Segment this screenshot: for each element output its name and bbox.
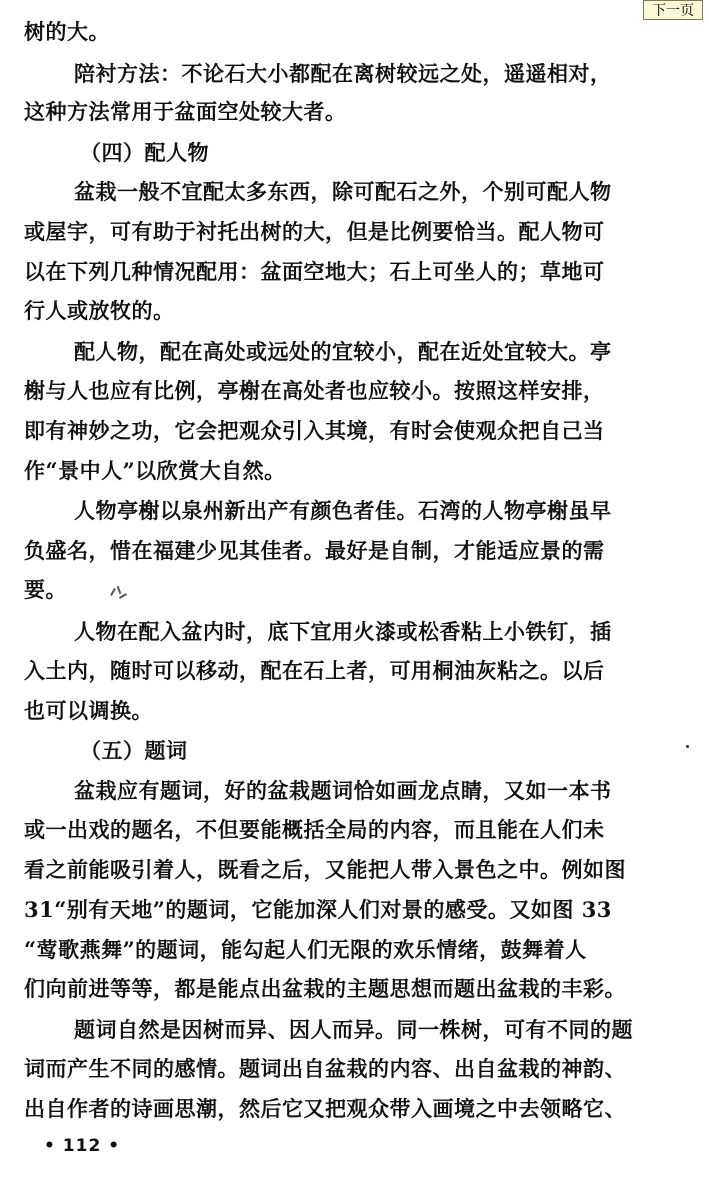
text-line: 或一出戏的题名，不但要能概括全局的内容，而且能在人们未 [24,817,605,842]
section-heading-5: （五）题词 [80,738,188,763]
text-line: 也可以调换。 [24,698,153,723]
text-line: 人物在配入盆内时，底下宜用火漆或松香粘上小铁钉，插 [74,619,612,644]
text-line: 题词自然是因树而异、因人而异。同一株树，可有不同的题 [74,1017,633,1042]
text-line: 盆栽应有题词，好的盆栽题词恰如画龙点睛，又如一本书 [74,778,612,803]
text-line: 以在下列几种情况配用：盆面空地大；石上可坐人的；草地可 [24,259,605,284]
text-line: 即有神妙之功，它会把观众引入其境，有时会使观众把自己当 [24,418,605,443]
text-line: 或屋宇，可有助于衬托出树的大，但是比例要恰当。配人物可 [24,219,605,244]
text-line: 这种方法常用于盆面空处较大者。 [24,99,347,124]
text-line: 人物亭榭以泉州新出产有颜色者佳。石湾的人物亭榭虽早 [74,498,612,523]
next-page-button[interactable]: 下一页 [643,0,703,20]
text-line: 陪衬方法：不论石大小都配在离树较远之处，遥遥相对， [74,61,612,86]
scan-speck [686,745,689,748]
text-line: 负盛名，惜在福建少见其佳者。最好是自制，才能适应景的需 [24,538,605,563]
text-line: 词而产生不同的感情。题词出自盆栽的内容、出自盆栽的神韵、 [24,1056,626,1081]
text-line: 看之前能吸引着人，既看之后，又能把人带入景色之中。例如图 [24,857,626,882]
text-line: 们向前进等等，都是能点出盆栽的主题思想而题出盆栽的丰彩。 [24,976,626,1001]
section-heading-4: （四）配人物 [80,140,209,165]
text-line: 配人物，配在高处或远处的宜较小，配在近处宜较大。亭 [74,339,612,364]
text-line: 行人或放牧的。 [24,298,175,323]
text-line: “莺歌燕舞”的题词，能勾起人们无限的欢乐情绪，鼓舞着人 [24,937,587,962]
text-line: 榭与人也应有比例，亭榭在高处者也应较小。按照这样安排， [24,378,605,403]
text-line: 盆栽一般不宜配太多东西，除可配石之外，个别可配人物 [74,179,612,204]
text-line: 31“别有天地”的题词，它能加深人们对景的感受。又如图 33 [24,897,612,922]
page-number: • 112 • [44,1136,121,1156]
scan-mark [110,584,128,602]
text-line: 入土内，随时可以移动，配在石上者，可用桐油灰粘之。以后 [24,658,605,683]
text-line: 出自作者的诗画思潮，然后它又把观众带入画境之中去领略它、 [24,1096,626,1121]
text-line: 树的大。 [24,19,110,44]
text-line: 作“景中人”以欣赏大自然。 [24,458,286,483]
text-line: 要。 [24,577,67,602]
